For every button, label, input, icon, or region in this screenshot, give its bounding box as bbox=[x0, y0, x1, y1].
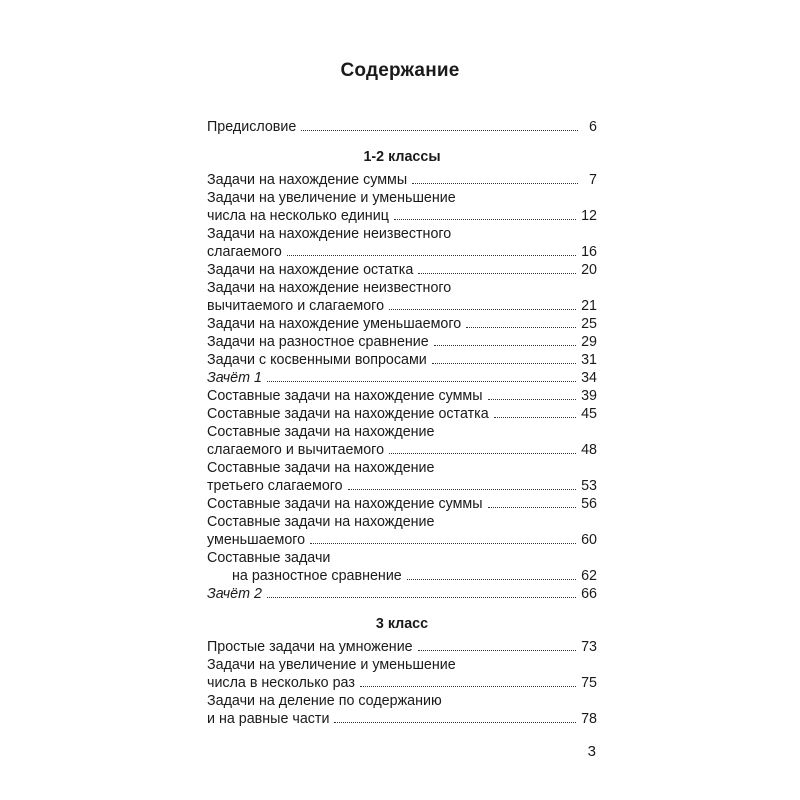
toc-entry-text: Простые задачи на умножение bbox=[207, 639, 413, 655]
toc-entry bbox=[207, 585, 597, 603]
dot-leader bbox=[488, 399, 577, 400]
toc-entry-preface bbox=[207, 118, 597, 136]
toc-entry bbox=[207, 405, 597, 423]
toc-entry-text: Предисловие bbox=[207, 119, 297, 135]
toc-entry-line bbox=[207, 261, 597, 279]
toc-entry bbox=[207, 459, 597, 495]
toc-entry-text: Задачи на нахождение неизвестного bbox=[207, 280, 452, 296]
dot-leader bbox=[432, 363, 576, 364]
toc-entry-line bbox=[207, 405, 597, 423]
toc-entry-text: третьего слагаемого bbox=[207, 478, 343, 494]
toc-entry-text: Задачи на увеличение и уменьшение bbox=[207, 657, 456, 673]
toc-entry bbox=[207, 549, 597, 585]
toc-entry bbox=[207, 495, 597, 513]
toc-entry-page: 60 bbox=[581, 532, 597, 548]
dot-leader bbox=[348, 489, 576, 490]
dot-leader bbox=[488, 507, 577, 508]
dot-leader bbox=[267, 597, 576, 598]
toc-entry-text: Задачи на нахождение уменьшаемого bbox=[207, 316, 462, 332]
toc-entry-line bbox=[207, 477, 597, 495]
dot-leader bbox=[466, 327, 576, 328]
toc-entry-page: 53 bbox=[581, 478, 597, 494]
toc-entry bbox=[207, 692, 597, 728]
toc-entry-text: числа в несколько раз bbox=[207, 675, 355, 691]
toc-entry-page: 34 bbox=[581, 370, 597, 386]
dot-leader bbox=[287, 255, 576, 256]
toc-entry-page: 29 bbox=[581, 334, 597, 350]
toc-entry-line bbox=[207, 585, 597, 603]
dot-leader bbox=[394, 219, 576, 220]
toc-entry bbox=[207, 261, 597, 279]
toc-entry-line bbox=[207, 567, 597, 585]
dot-leader bbox=[360, 686, 576, 687]
toc-entry-text: Составные задачи на нахождение суммы bbox=[207, 496, 483, 512]
toc-entry-page: 66 bbox=[581, 586, 597, 602]
dot-leader bbox=[412, 183, 578, 184]
toc-entry-line bbox=[207, 171, 597, 189]
toc-entry-page: 31 bbox=[581, 352, 597, 368]
toc-entry-page: 7 bbox=[589, 172, 597, 188]
toc-entry-text: Составные задачи bbox=[207, 550, 331, 566]
toc-entry-page: 20 bbox=[581, 262, 597, 278]
toc-entry-text: Задачи на нахождение неизвестного bbox=[207, 226, 452, 242]
toc-entry-text: Задачи с косвенными вопросами bbox=[207, 352, 427, 368]
toc-entry-text: слагаемого bbox=[207, 244, 282, 260]
toc-entry-line bbox=[207, 207, 597, 225]
toc-entry bbox=[207, 225, 597, 261]
toc-section-heading: 1-2 классы bbox=[363, 149, 441, 165]
dot-leader bbox=[418, 273, 576, 274]
toc-entry-line bbox=[207, 638, 597, 656]
toc-entry-line bbox=[207, 369, 597, 387]
toc-entry-line bbox=[207, 333, 597, 351]
toc-entry-line bbox=[207, 351, 597, 369]
toc-entry-line bbox=[207, 495, 597, 513]
dot-leader bbox=[301, 130, 578, 131]
toc-entry-page: 45 bbox=[581, 406, 597, 422]
toc-entry-line bbox=[207, 674, 597, 692]
toc-entry-page: 48 bbox=[581, 442, 597, 458]
toc-entry bbox=[207, 333, 597, 351]
toc-entry bbox=[207, 189, 597, 225]
toc-section-heading: 3 класс bbox=[375, 616, 429, 632]
toc-entry-line bbox=[207, 387, 597, 405]
dot-leader bbox=[389, 453, 576, 454]
dot-leader bbox=[334, 722, 576, 723]
toc-entry bbox=[207, 387, 597, 405]
toc-entry-text: Зачёт 2 bbox=[207, 586, 262, 602]
toc-entry-text: Составные задачи на нахождение суммы bbox=[207, 388, 483, 404]
dot-leader bbox=[267, 381, 576, 382]
toc-entry-text: и на равные части bbox=[207, 711, 330, 727]
toc-entry-line bbox=[207, 243, 597, 261]
toc-entry-text: Составные задачи на нахождение остатка bbox=[207, 406, 489, 422]
toc-entry-page: 21 bbox=[581, 298, 597, 314]
page-title: Содержание bbox=[340, 60, 460, 81]
toc-entry-page: 73 bbox=[581, 639, 597, 655]
toc-entry bbox=[207, 315, 597, 333]
toc-entry-text: Задачи на нахождение остатка bbox=[207, 262, 414, 278]
dot-leader bbox=[494, 417, 576, 418]
toc-entry-text: на разностное сравнение bbox=[232, 568, 402, 584]
toc-entry bbox=[207, 638, 597, 656]
toc-entry-text: уменьшаемого bbox=[207, 532, 306, 548]
toc-entry bbox=[207, 171, 597, 189]
toc-entry-text: слагаемого и вычитаемого bbox=[207, 442, 385, 458]
toc-entry-line bbox=[207, 441, 597, 459]
toc-entry-page: 78 bbox=[581, 711, 597, 727]
toc-entry-line bbox=[207, 710, 597, 728]
toc-entry-line bbox=[207, 315, 597, 333]
toc-entry-text: Задачи на деление по содержанию bbox=[207, 693, 442, 709]
toc-entry bbox=[207, 656, 597, 692]
toc-entry-text: Задачи на нахождение суммы bbox=[207, 172, 408, 188]
toc-entry bbox=[207, 369, 597, 387]
toc-entry-text: вычитаемого и слагаемого bbox=[207, 298, 385, 314]
toc-entry-text: Задачи на увеличение и уменьшение bbox=[207, 190, 456, 206]
dot-leader bbox=[389, 309, 576, 310]
toc-entry-page: 12 bbox=[581, 208, 597, 224]
toc-entry-page: 6 bbox=[589, 119, 597, 135]
toc-entry-page: 75 bbox=[581, 675, 597, 691]
toc-entry-text: Зачёт 1 bbox=[207, 370, 262, 386]
toc-sections bbox=[207, 148, 597, 728]
toc-entry-line bbox=[207, 531, 597, 549]
page-number: 3 bbox=[587, 743, 596, 760]
table-of-contents bbox=[207, 118, 597, 728]
toc-entry-page: 39 bbox=[581, 388, 597, 404]
dot-leader bbox=[407, 579, 576, 580]
toc-entry-text: Составные задачи на нахождение bbox=[207, 514, 435, 530]
toc-entry-text: Задачи на разностное сравнение bbox=[207, 334, 429, 350]
toc-entry-text: числа на несколько единиц bbox=[207, 208, 389, 224]
toc-entry-page: 62 bbox=[581, 568, 597, 584]
toc-entry bbox=[207, 351, 597, 369]
dot-leader bbox=[434, 345, 576, 346]
toc-entry-text: Составные задачи на нахождение bbox=[207, 460, 435, 476]
toc-entry-page: 16 bbox=[581, 244, 597, 260]
toc-entry bbox=[207, 423, 597, 459]
toc-entry bbox=[207, 279, 597, 315]
toc-entry bbox=[207, 513, 597, 549]
toc-entry-page: 25 bbox=[581, 316, 597, 332]
dot-leader bbox=[310, 543, 576, 544]
dot-leader bbox=[418, 650, 576, 651]
toc-entry-text: Составные задачи на нахождение bbox=[207, 424, 435, 440]
toc-entry-page: 56 bbox=[581, 496, 597, 512]
toc-entry-line bbox=[207, 297, 597, 315]
